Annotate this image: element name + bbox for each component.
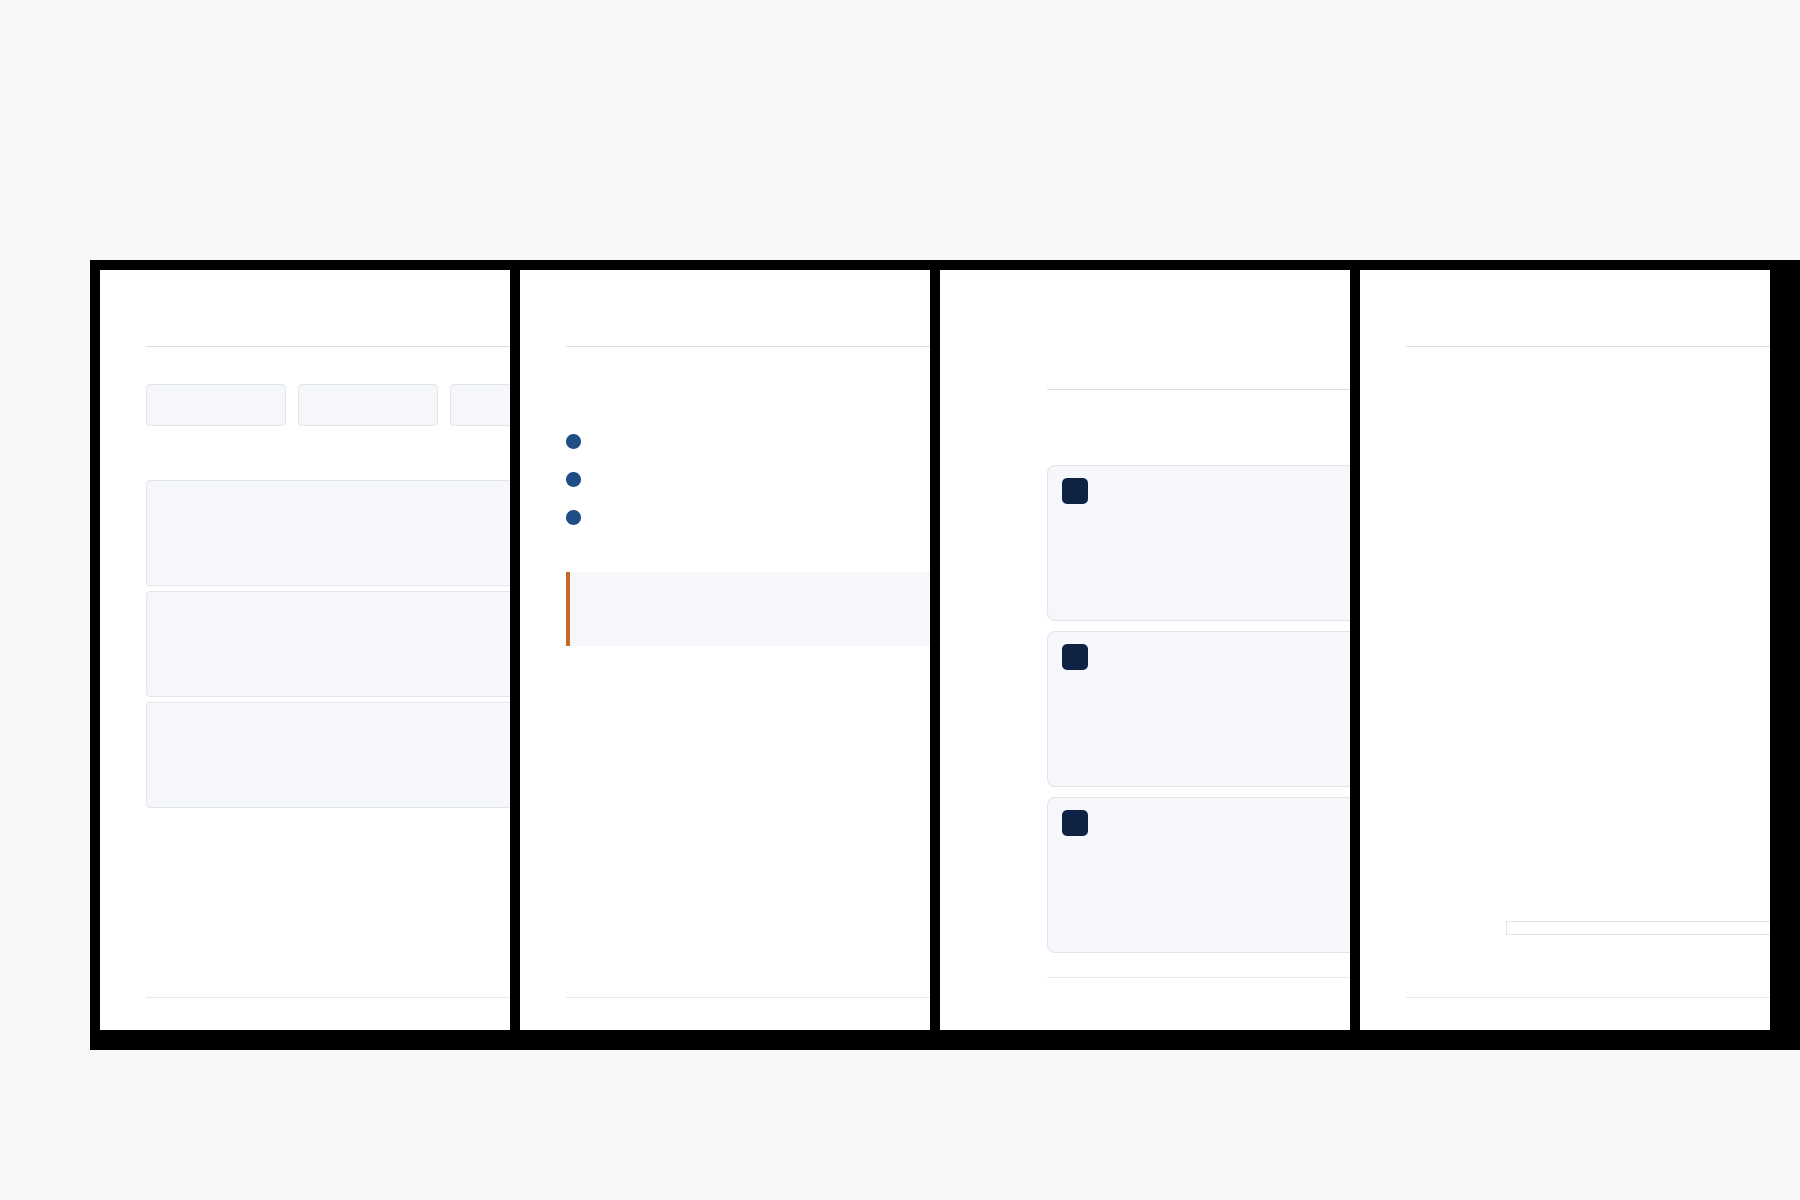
exercise-number <box>1062 644 1088 670</box>
sheet-header <box>146 322 510 347</box>
sheet-header <box>566 322 930 347</box>
phase-card <box>146 480 510 586</box>
exercise-number <box>1062 810 1088 836</box>
sheet-progression[interactable] <box>520 270 930 1030</box>
stat-card <box>146 384 286 426</box>
step-number <box>566 472 581 487</box>
week-note-field[interactable] <box>1506 921 1770 935</box>
phase-card <box>146 702 510 808</box>
exercise-number <box>1062 478 1088 504</box>
exercise-card <box>1047 631 1350 787</box>
step-number <box>566 434 581 449</box>
phase-card <box>146 591 510 697</box>
step-number <box>566 510 581 525</box>
exercise-card <box>1047 465 1350 621</box>
sheet-footer <box>1406 997 1770 1006</box>
sheet-footer <box>1047 977 1350 986</box>
sheet-program-overview[interactable] <box>100 270 510 1030</box>
sheet-header <box>1406 322 1770 347</box>
sheet-footer <box>146 997 510 1006</box>
sheet-training-log[interactable] <box>1360 270 1770 1030</box>
preview-strip <box>90 260 1800 1050</box>
sheet-header <box>1047 365 1350 390</box>
exercise-card <box>1047 797 1350 953</box>
stat-card <box>298 384 438 426</box>
sheet-exercise-guide[interactable] <box>940 270 1350 1030</box>
stat-card <box>450 384 510 426</box>
warning-callout <box>566 572 930 646</box>
sheet-footer <box>566 997 930 1006</box>
